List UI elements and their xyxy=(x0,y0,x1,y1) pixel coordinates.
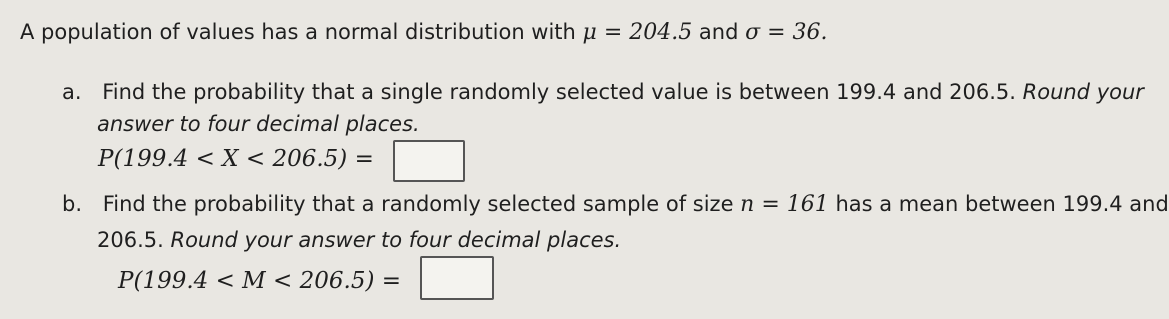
part-a-expression: P(199.4 < X < 206.5) = xyxy=(98,146,374,172)
part-b-question: Find the probability that a randomly selected sample of size xyxy=(102,192,741,216)
part-b-line-1 xyxy=(62,192,1169,217)
intro-line xyxy=(20,20,828,45)
part-a-line-2: answer to four decimal places. xyxy=(97,112,420,136)
part-a-question: Find the probability that a single randomly selected value is between 199.4 and 206.5. xyxy=(102,80,1016,104)
part-b-answer-box[interactable] xyxy=(420,256,494,300)
part-a-instruction: Round your xyxy=(1015,80,1144,104)
part-b-question-end: has a mean between 199.4 and xyxy=(828,192,1169,216)
part-a-line-1 xyxy=(62,80,1144,104)
part-b-instruction: Round your answer to four decimal places. xyxy=(163,228,622,252)
sample-size-expression: n = 161 xyxy=(740,192,829,217)
mu-expression: μ = 204.5 xyxy=(582,20,693,45)
intro-connector: and xyxy=(692,20,746,44)
part-a-marker: a. xyxy=(62,80,82,104)
part-b-expression: P(199.4 < M < 206.5) = xyxy=(118,268,402,294)
part-a-answer-box[interactable] xyxy=(393,140,465,182)
part-b-number: 206.5. xyxy=(97,228,164,252)
part-b-line-2 xyxy=(97,228,621,252)
part-b-marker: b. xyxy=(62,192,83,216)
intro-text: A population of values has a normal distribution with xyxy=(20,20,583,44)
sigma-expression: σ = 36. xyxy=(745,20,828,45)
